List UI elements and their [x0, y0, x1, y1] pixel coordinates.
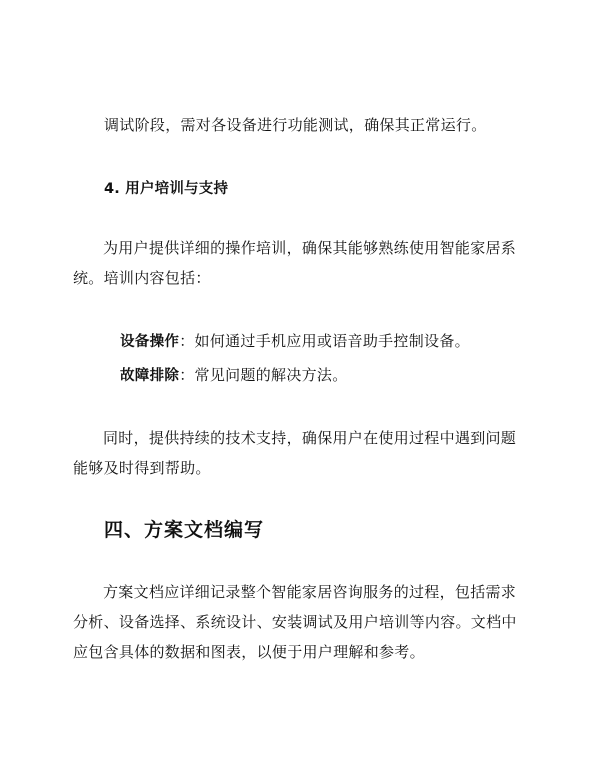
list-item-separator: ：	[179, 332, 195, 350]
paragraph-support: 同时，提供持续的技术支持，确保用户在使用过程中遇到问题能够及时得到帮助。	[73, 429, 517, 477]
paragraph-documentation: 方案文档应详细记录整个智能家居咨询服务的过程，包括需求分析、设备选择、系统设计、安装调试及用户培训等内容。文档中应包含具体的数据和图表，以便于用户理解和参考。	[73, 583, 517, 661]
list-item-description: 如何通过手机应用或语音助手控制设备。	[194, 332, 470, 350]
list-item	[120, 364, 348, 387]
list-item-separator: ：	[179, 366, 195, 384]
list-item-term: 故障排除	[120, 368, 180, 384]
subsection-heading-user-training: 4. 用户培训与支持	[104, 181, 229, 197]
list-item-term: 设备操作	[120, 334, 180, 350]
paragraph-training: 为用户提供详细的操作培训，确保其能够熟练使用智能家居系统。培训内容包括：	[73, 239, 517, 287]
list-item	[120, 330, 470, 353]
section-heading-documentation: 四、方案文档编写	[104, 519, 265, 541]
paragraph-debugging: 调试阶段，需对各设备进行功能测试，确保其正常运行。	[104, 116, 487, 134]
list-item-description: 常见问题的解决方法。	[194, 366, 348, 384]
